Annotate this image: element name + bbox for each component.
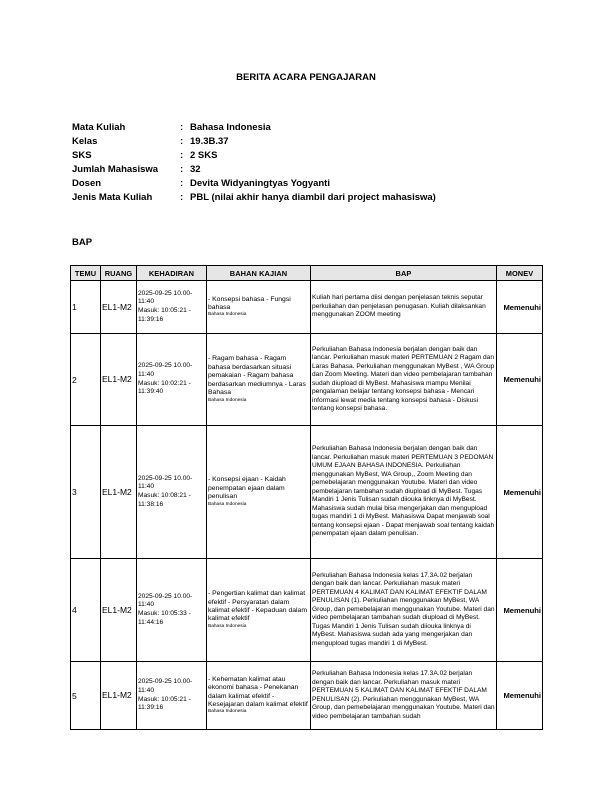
cell-ruang: EL1-M2 [101,334,137,426]
bap-text: Perkuliahan Bahasa Indonesia kelas 17.3A.02 berjalan dengan baik dan lancar. Perkuliahan masuk materi PERTEMUAN 5 KALIMAT DAN KALIMAT EFEKTIF DALAM PENULISAN (2). Perkuliahan menggunakan MyBest, WA Group, dan pemebelajaran menggunakan Youtube. Materi dan video pembelajaran tambahan sudah [312,670,495,720]
topic-text: - Kehematan kalimat atau ekonomi bahasa - Penekanan dalam kalimat efektif - Kesejajaran dalam kalimat efektif [208,675,308,708]
cell-bahan-kajian [207,426,311,559]
info-key: Kelas [72,136,98,147]
cell-bahan-kajian [207,334,311,426]
info-sep: : [180,178,184,189]
cell-ruang: EL1-M2 [101,281,137,334]
schedule-time: 2025-09-25 10.00-11:40 [138,362,193,378]
check-in-time: Masuk: 10:02:21 - 11:39:40 [138,379,191,396]
bap-text: Kuliah hari pertama diisi dengan penjelasan teknis seputar perkuliahan dan penjelasan penugasan. Kuliah dilaksankan menggunakan ZOOM meeting [312,294,486,319]
cell-kehadiran [137,334,207,426]
info-key: Jumlah Mahasiswa [72,164,159,175]
topic-course: Bahasa Indonesia [208,397,247,403]
table-header-row [71,266,543,281]
info-row-sks [72,149,436,163]
check-in-time: Masuk: 10:08:21 - 11:38:16 [138,492,191,508]
document-title: BERITA ACARA PENGAJARAN [236,72,376,83]
topic-course: Bahasa Indonesia [208,312,247,318]
cell-bap [311,334,497,426]
cell-temu: 1 [71,281,101,334]
info-row-course [72,121,436,135]
bap-text: Perkuliahan Bahasa Indonesia kelas 17.3A.02 berjalan dengan baik dan lancar. Perkuliahan masuk materi PERTEMUAN 4 KALIMAT DAN KALIMAT EFEKTIF DALAM PENULISAN (1). Perkuliahan menggunakan MyBest, WA Group, dan pemebelajaran menggunakan Youtube. Materi dan video pembelajaran tambahan sudah diupload di MyBest. Tugas Mandiri 1 Jenis Tulisan sudah diiouka linknya di MyBest. Mahasiswa sudah ada yang mengerjakan dan mengupload tugas mandiri 1 di MyBest. [312,571,495,647]
info-value: Bahasa Indonesia [190,122,271,133]
check-in-time: Masuk: 10:05:33 - 11:44:16 [138,610,191,626]
bap-table [70,265,543,730]
cell-bap [311,426,497,559]
info-sep: : [180,122,184,133]
info-value: PBL (nilai akhir hanya diambil dari project mahasiswa) [190,192,436,203]
info-key: Dosen [72,178,102,189]
topic-text: - Konsepsi bahasa - Fungsi bahasa [208,295,291,311]
table-row [71,559,543,662]
schedule-time: 2025-09-25 10.00-11:40 [138,289,193,306]
cell-ruang: EL1-M2 [101,559,137,662]
cell-temu: 3 [71,426,101,559]
info-key: Mata Kuliah [72,122,126,133]
info-value: 19.3B.37 [190,136,229,147]
info-value: 32 [190,164,201,175]
info-row-course-type [72,191,436,205]
cell-monev: Memenuhi [497,662,543,730]
table-row [71,426,543,559]
bap-text: Perkuliahan Bahasa Indonesia berjalan dengan baik dan lancar. Perkuliahan masuk materi PERTEMUAN 3 PEDOMAN UMUM EJAAN BAHASA INDONESIA. Perkuliahan menggunakan MyBest, WA Group,, Zoom Meeting dan pemebelajaran menggunakan Youtube. Materi dan video pembelajaran tambahan sudah diupload di MyBest. Tugas Mandiri 1 Jenis Tulisan sudah diiouka linknya di MyBest. Mahasiswa sudah mulai bisa mengerjakan dan mengupload tugas mandiri 1 di MyBest. Mahasiswa Dapat menjawab soal tentang konsepsi ejaan - Dapat menjawab soal tentang kaidah penempatan ejaan dalam penulisan. [312,445,495,538]
info-key: Jenis Mata Kuliah [72,192,153,203]
cell-bahan-kajian [207,559,311,662]
check-in-time: Masuk: 10:05:21 - 11:39:16 [138,695,191,712]
topic-course: Bahasa Indonesia [208,709,247,715]
info-sep: : [180,164,184,175]
bap-heading: BAP [72,237,93,248]
cell-monev: Memenuhi [497,281,543,334]
table-row [71,662,543,730]
header-kehadiran: KEHADIRAN [137,266,207,281]
cell-temu: 5 [71,662,101,730]
schedule-time: 2025-09-25 10.00-11:40 [138,592,193,609]
info-row-lecturer [72,177,436,191]
cell-ruang: EL1-M2 [101,426,137,559]
course-info [72,121,436,205]
info-sep: : [180,136,184,147]
cell-kehadiran [137,662,207,730]
table-row [71,281,543,334]
header-monev: MONEV [497,266,543,281]
cell-monev: Memenuhi [497,334,543,426]
cell-monev: Memenuhi [497,559,543,662]
cell-temu: 4 [71,559,101,662]
topic-course: Bahasa Indonesia [208,501,247,507]
topic-text: - Ragam bahasa - Ragam bahasa berdasarkan situasi pemakaian - Ragam bahasa berdasarkan mediumnya - Laras Bahasa [208,355,306,397]
cell-bap [311,281,497,334]
info-value: Devita Widyaningtyas Yogyanti [190,178,330,189]
bap-text: Perkuliahan Bahasa Indonesia berjalan dengan baik dan lancar. Perkuliahan masuk materi PERTEMUAN 2 Ragam dan Laras Bahasa. Perkuliahan menggunakan MyBest , WA Group dan Zoom Meeting. Materi dan video pembelajaran tambahan sudah diupload di MyBest. Mahasiswa mampu Menilai pengalaman belajar tentang konsepsi bahasa - Mencari informasi lewat media tentang konsepsi bahasa - Diskusi tentang konsepsi bahasa. [312,345,495,412]
cell-bap [311,662,497,730]
cell-kehadiran [137,426,207,559]
cell-bap [311,559,497,662]
topic-text: - Pengertian kalimat dan kalimat efektif - Persyaratan dalam kalimat efektif - Kepaduan dalam kalimat efektif [208,590,307,623]
topic-course: Bahasa Indonesia [208,623,247,629]
cell-kehadiran [137,559,207,662]
info-row-students [72,163,436,177]
cell-ruang: EL1-M2 [101,662,137,730]
table-row [71,334,543,426]
info-sep: : [180,150,184,161]
cell-bahan-kajian [207,662,311,730]
info-key: SKS [72,150,92,161]
info-row-class [72,135,436,149]
cell-temu: 2 [71,334,101,426]
header-ruang: RUANG [101,266,137,281]
schedule-time: 2025-09-25 10.00-11:40 [138,474,193,491]
cell-monev: Memenuhi [497,426,543,559]
check-in-time: Masuk: 10:05:21 - 11:39:16 [138,307,191,323]
header-bahan-kajian: BAHAN KAJIAN [207,266,311,281]
header-temu: TEMU [71,266,101,281]
header-bap: BAP [311,266,497,281]
info-value: 2 SKS [190,150,218,161]
cell-kehadiran [137,281,207,334]
cell-bahan-kajian [207,281,311,334]
topic-text: - Konsepsi ejaan - Kaidah penempatan ejaan dalam penulisan [208,476,286,501]
schedule-time: 2025-09-25 10.00-11:40 [138,678,193,694]
info-sep: : [180,192,184,203]
